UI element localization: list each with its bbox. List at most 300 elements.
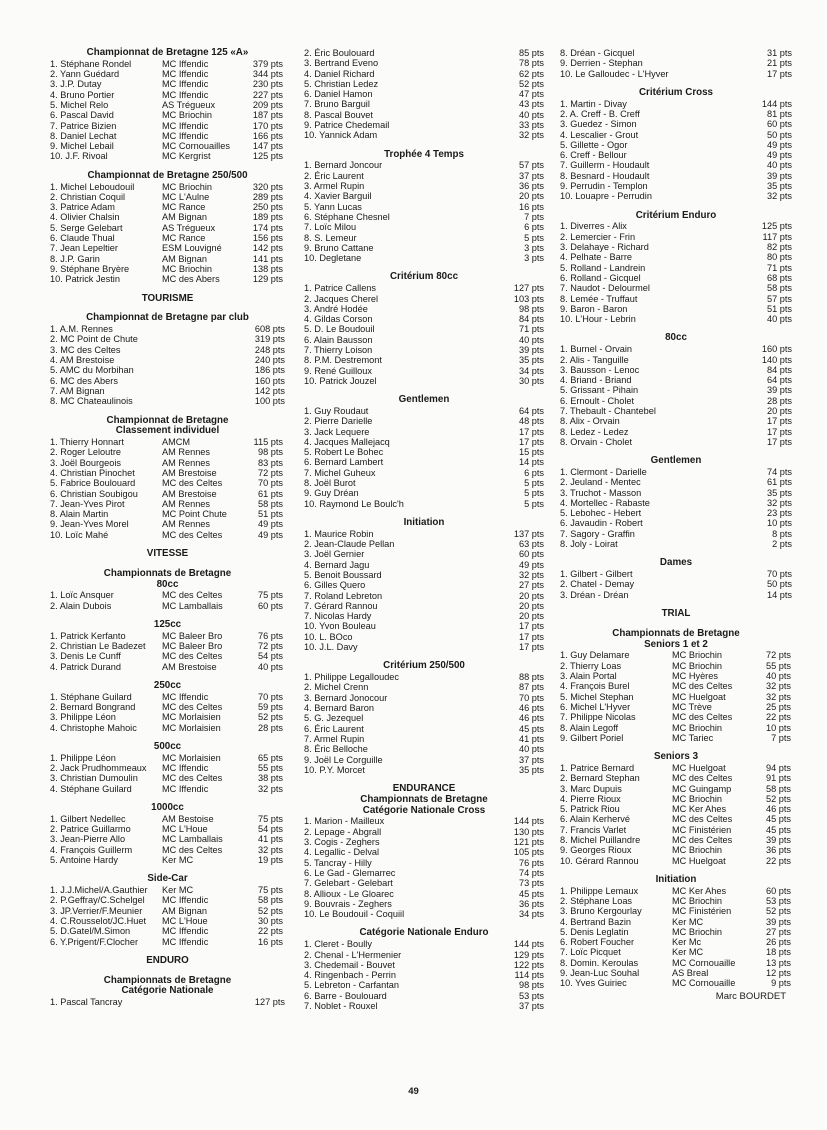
competitor-name: 9. Joël Le Corguille [304, 754, 383, 765]
club-name: AM Bignan [162, 253, 207, 264]
points: 61 pts [766, 477, 792, 488]
competitor-name: 8. P.M. Destremont [304, 355, 382, 366]
result-row [50, 243, 285, 253]
club-name: MC Iffendic [162, 926, 209, 937]
points: 15 pts [518, 447, 544, 458]
result-row [560, 579, 792, 589]
competitor-name: 4. Gildas Corson [304, 314, 373, 325]
result-row [50, 895, 285, 905]
points: 125 pts [252, 151, 283, 162]
competitor-name: 10. Le Boudouil - Coquiil [304, 909, 405, 920]
competitor-name: 2. Stéphane Loas [560, 895, 633, 906]
points: 58 pts [765, 783, 791, 794]
section-heading: Catégorie Nationale Enduro [359, 927, 489, 939]
points: 98 pts [257, 447, 283, 458]
result-row [304, 950, 544, 960]
points: 74 pts [518, 867, 544, 878]
result-row [560, 835, 792, 845]
club-name: Ker MC [162, 885, 194, 896]
competitor-name: 7. Sagory - Graffin [560, 528, 635, 539]
competitor-name: 1. Patrice Callens [304, 283, 377, 294]
result-row [304, 457, 544, 467]
result-row [560, 355, 792, 365]
points: 30 pts [518, 375, 544, 386]
competitor-name: 3. Armel Rupin [304, 181, 365, 192]
result-row [560, 723, 792, 733]
result-row [560, 365, 792, 375]
result-row [50, 69, 285, 79]
points: 7 pts [524, 211, 544, 222]
section-heading: Championnats de Bretagne [360, 793, 488, 805]
competitor-name: 2. MC Point de Chute [50, 334, 138, 345]
points: 60 pts [518, 549, 544, 560]
points: 121 pts [513, 837, 544, 848]
points: 32 pts [766, 191, 792, 202]
result-row [50, 845, 285, 855]
competitor-name: 2. Alis - Tanguille [560, 354, 629, 365]
points: 144 pts [513, 816, 544, 827]
competitor-name: 3. Dréan - Dréan [560, 589, 629, 600]
result-row [50, 151, 285, 161]
competitor-name: 4. Bertrand Bazin [560, 916, 631, 927]
points: 45 pts [765, 814, 791, 825]
result-row [560, 130, 792, 140]
club-name: MC Briochin [672, 793, 723, 804]
competitor-name: 5. Patrick Riou [560, 804, 620, 815]
result-row [304, 243, 544, 253]
result-row [304, 970, 544, 980]
result-row [304, 120, 544, 130]
club-name: AMCM [162, 437, 191, 448]
result-row [304, 744, 544, 754]
competitor-name: 8. Joly - Loirat [560, 539, 618, 550]
club-name: MC Lamballais [162, 834, 223, 845]
points: 50 pts [766, 129, 792, 140]
points: 84 pts [518, 314, 544, 325]
points: 38 pts [257, 773, 283, 784]
points: 94 pts [765, 762, 791, 773]
points: 240 pts [254, 355, 285, 366]
result-row [560, 590, 792, 600]
competitor-name: 4. François Guillerm [50, 844, 133, 855]
club-name: MC Iffendic [162, 58, 209, 69]
result-row [304, 591, 544, 601]
result-row [50, 824, 285, 834]
club-name: MC Ker Ahes [672, 885, 727, 896]
competitor-name: 2. Thierry Loas [560, 660, 622, 671]
points: 20 pts [518, 590, 544, 601]
points: 32 pts [765, 681, 791, 692]
result-row [50, 202, 285, 212]
result-row [560, 886, 792, 896]
points: 49 pts [257, 519, 283, 530]
result-row [304, 703, 544, 713]
competitor-name: 3. Chedemail - Bouvet [304, 959, 395, 970]
competitor-name: 4. Ringenbach - Perrin [304, 970, 396, 981]
competitor-name: 2. A. Creff - B. Creff [560, 108, 640, 119]
result-row [50, 489, 285, 499]
section-heading: Gentlemen [650, 455, 702, 467]
result-row [50, 937, 285, 947]
signature: Marc BOURDET [715, 990, 786, 1002]
points: 49 pts [257, 529, 283, 540]
club-name: AM Brestoise [162, 488, 217, 499]
result-row [560, 396, 792, 406]
points: 75 pts [257, 813, 283, 824]
result-row [560, 385, 792, 395]
competitor-name: 2. Pierre Darielle [304, 416, 373, 427]
club-name: Ker Mc [672, 937, 702, 948]
points: 230 pts [252, 79, 283, 90]
competitor-name: 4. Christian Pinochet [50, 467, 135, 478]
competitor-name: 2. Bernard Stephan [560, 773, 640, 784]
competitor-name: 6. Pascal David [50, 110, 114, 121]
competitor-name: 9. Gilbert Poriel [560, 732, 624, 743]
competitor-name: 5. Gillette - Ogor [560, 139, 628, 150]
section-heading: Classement individuel [115, 425, 220, 437]
result-row [50, 90, 285, 100]
competitor-name: 4. Pierre Rioux [560, 793, 621, 804]
result-row [304, 858, 544, 868]
points: 320 pts [252, 181, 283, 192]
competitor-name: 8. Domin. Keroulas [560, 957, 639, 968]
competitor-name: 7. Nicolas Hardy [304, 611, 372, 622]
points: 40 pts [766, 160, 792, 171]
competitor-name: 8. Alain Martin [50, 509, 109, 520]
result-row [304, 889, 544, 899]
result-row [304, 181, 544, 191]
points: 22 pts [257, 926, 283, 937]
result-row [560, 99, 792, 109]
points: 25 pts [765, 701, 791, 712]
result-row [50, 763, 285, 773]
result-row [50, 468, 285, 478]
result-row [560, 773, 792, 783]
result-row [304, 416, 544, 426]
result-row [304, 621, 544, 631]
result-row [50, 334, 285, 344]
points: 51 pts [257, 509, 283, 520]
club-name: MC Trève [672, 701, 712, 712]
points: 48 pts [518, 416, 544, 427]
club-name: MC Rance [162, 202, 206, 213]
result-row [560, 804, 792, 814]
club-name: MC Cornouailles [162, 141, 230, 152]
club-name: MC des Celtes [672, 712, 733, 723]
result-row [304, 89, 544, 99]
competitor-name: 10. Raymond Le Boulc'h [304, 498, 404, 509]
competitor-name: 6. Alain Kerhervé [560, 814, 630, 825]
competitor-name: 9. Patrice Chedemail [304, 120, 390, 131]
points: 35 pts [518, 764, 544, 775]
points: 144 pts [513, 939, 544, 950]
competitor-name: 4. Mortellec - Rabaste [560, 497, 650, 508]
points: 115 pts [253, 437, 283, 448]
competitor-name: 10. Yvon Bouleau [304, 621, 376, 632]
section-heading: Championnat de Bretagne 125 «A» [86, 47, 249, 58]
column-left [50, 48, 285, 1008]
section-heading: Critérium Cross [638, 86, 714, 98]
competitor-name: 1. J.J.Michel/A.Gauthier [50, 885, 148, 896]
competitor-name: 5. Benoit Boussard [304, 569, 382, 580]
competitor-name: 1. Martin - Divay [560, 98, 627, 109]
competitor-name: 1. Guy Delamare [560, 650, 630, 661]
competitor-name: 10. P.Y. Morcet [304, 764, 365, 775]
points: 5 pts [524, 498, 544, 509]
competitor-name: 5. Serge Gelebart [50, 222, 123, 233]
points: 85 pts [518, 48, 544, 58]
points: 40 pts [518, 744, 544, 755]
section-heading: Championnats de Bretagne [103, 567, 232, 579]
club-name: ESM Louvigné [162, 243, 222, 254]
points: 19 pts [257, 854, 283, 865]
points: 17 pts [518, 631, 544, 642]
competitor-name: 2. Jean-Claude Pellan [304, 539, 395, 550]
points: 58 pts [257, 498, 283, 509]
result-row [304, 191, 544, 201]
result-row [50, 355, 285, 365]
competitor-name: 3. Denis Le Cunff [50, 651, 121, 662]
competitor-name: 2. Chenal - L'Hermenier [304, 949, 402, 960]
club-name: MC Iffendic [162, 79, 209, 90]
points: 16 pts [257, 936, 283, 947]
competitor-name: 1. Burnel - Orvain [560, 344, 632, 355]
competitor-name: 8. Daniel Lechat [50, 130, 117, 141]
points: 46 pts [518, 713, 544, 724]
result-row [560, 488, 792, 498]
result-row [304, 171, 544, 181]
points: 58 pts [257, 895, 283, 906]
club-name: MC des Celtes [672, 681, 733, 692]
points: 37 pts [518, 1001, 544, 1012]
competitor-name: 8. Ledez - Ledez [560, 426, 629, 437]
points: 34 pts [518, 909, 544, 920]
result-row [304, 376, 544, 386]
competitor-name: 4. Olivier Chalsin [50, 212, 120, 223]
result-row [304, 713, 544, 723]
club-name: MC des Celtes [162, 702, 223, 713]
result-row [560, 856, 792, 866]
result-row [560, 273, 792, 283]
points: 13 pts [765, 957, 791, 968]
points: 142 pts [252, 243, 283, 254]
result-row [50, 885, 285, 895]
result-row [50, 590, 285, 600]
club-name: AM Rennes [162, 447, 211, 458]
points: 36 pts [518, 898, 544, 909]
points: 103 pts [513, 293, 544, 304]
competitor-name: 1. Michel Leboudouil [50, 181, 135, 192]
competitor-name: 10. Louapre - Perrudin [560, 191, 652, 202]
club-name: MC Briochin [162, 181, 213, 192]
points: 18 pts [765, 947, 791, 958]
club-name: MC des Celtes [162, 529, 223, 540]
competitor-name: 1. Guy Roudaut [304, 406, 369, 416]
result-row [304, 69, 544, 79]
points: 26 pts [765, 937, 791, 948]
result-row [560, 937, 792, 947]
club-name: Ker MC [162, 854, 194, 865]
competitor-name: 9. Derrien - Stephan [560, 58, 643, 69]
club-name: MC des Celtes [162, 478, 223, 489]
result-row [560, 825, 792, 835]
points: 32 pts [765, 691, 791, 702]
result-row [560, 160, 792, 170]
result-row [304, 878, 544, 888]
competitor-name: 3. Alain Portal [560, 671, 617, 682]
points: 35 pts [518, 355, 544, 366]
points: 9 pts [771, 978, 791, 989]
points: 32 pts [257, 844, 283, 855]
points: 35 pts [766, 487, 792, 498]
result-row [304, 79, 544, 89]
club-name: AM Rennes [162, 457, 211, 468]
result-row [50, 79, 285, 89]
competitor-name: 9. Bruno Cattane [304, 242, 374, 253]
points: 52 pts [765, 906, 791, 917]
result-row [50, 601, 285, 611]
result-row [560, 191, 792, 201]
points: 127 pts [513, 283, 544, 294]
competitor-name: 2. Lepage - Abgrall [304, 826, 382, 837]
points: 33 pts [518, 120, 544, 131]
points: 98 pts [518, 980, 544, 991]
club-name: MC Iffendic [162, 783, 209, 794]
points: 31 pts [766, 48, 792, 58]
points: 17 pts [766, 436, 792, 447]
result-row [560, 763, 792, 773]
competitor-name: 4. Xavier Barguil [304, 191, 372, 202]
competitor-name: 6. Barre - Boulouard [304, 990, 387, 1001]
result-row [304, 899, 544, 909]
club-name: MC Morlaisien [162, 752, 221, 763]
points: 39 pts [766, 170, 792, 181]
points: 20 pts [518, 600, 544, 611]
club-name: MC des Celtes [672, 814, 733, 825]
points: 64 pts [766, 375, 792, 386]
competitor-name: 7. Loïc Milou [304, 222, 357, 233]
competitor-name: 7. Francis Varlet [560, 824, 627, 835]
competitor-name: 6. Claude Thual [50, 233, 115, 244]
points: 49 pts [766, 139, 792, 150]
points: 84 pts [766, 364, 792, 375]
competitor-name: 9. René Guilloux [304, 365, 372, 376]
club-name: MC des Abers [162, 274, 220, 285]
points: 130 pts [513, 826, 544, 837]
competitor-name: 6. Creff - Bellour [560, 150, 627, 161]
result-row [304, 580, 544, 590]
points: 60 pts [257, 600, 283, 611]
points: 105 pts [513, 847, 544, 858]
competitor-name: 3. Patrice Adam [50, 202, 115, 213]
competitor-name: 1. Diverres - Alix [560, 221, 627, 232]
competitor-name: 4. C.Rousselot/JC.Huet [50, 915, 146, 926]
points: 5 pts [524, 478, 544, 489]
club-name: MC Briochin [672, 650, 723, 661]
points: 117 pts [762, 231, 792, 242]
club-name: MC Iffendic [162, 69, 209, 80]
points: 73 pts [518, 878, 544, 889]
result-row [560, 437, 792, 447]
club-name: MC Morlaisien [162, 722, 221, 733]
result-row [50, 264, 285, 274]
club-name: MC Huelgoat [672, 691, 726, 702]
points: 129 pts [252, 274, 283, 285]
points: 45 pts [518, 888, 544, 899]
competitor-name: 7. Guillerm - Houdault [560, 160, 650, 171]
result-row [560, 477, 792, 487]
competitor-name: 3. Guedez - Simon [560, 119, 637, 130]
competitor-name: 5. Lebohec - Hebert [560, 508, 642, 519]
club-name: MC Baleer Bro [162, 641, 223, 652]
competitor-name: 4. Daniel Richard [304, 68, 375, 79]
competitor-name: 4. AM Brestoise [50, 355, 115, 366]
result-row [304, 294, 544, 304]
competitor-name: 2. Christian Le Badezet [50, 641, 146, 652]
points: 72 pts [257, 467, 283, 478]
points: 20 pts [766, 406, 792, 416]
points: 17 pts [766, 426, 792, 437]
result-row [560, 406, 792, 416]
competitor-name: 10. Gérard Rannou [560, 855, 639, 866]
club-name: AM Brestoise [162, 661, 217, 672]
result-row [304, 980, 544, 990]
points: 174 pts [252, 222, 283, 233]
club-name: MC des Celtes [672, 834, 733, 845]
competitor-name: 6. Alain Bausson [304, 334, 373, 345]
points: 76 pts [518, 857, 544, 868]
result-row [50, 712, 285, 722]
club-name: AM Brestoise [162, 467, 217, 478]
points: 50 pts [766, 579, 792, 590]
competitor-name: 2. Lemercier - Frin [560, 231, 636, 242]
points: 37 pts [518, 754, 544, 765]
result-row [50, 141, 285, 151]
points: 68 pts [766, 272, 792, 283]
result-row [304, 847, 544, 857]
result-row [50, 324, 285, 334]
competitor-name: 3. Delahaye - Richard [560, 242, 649, 253]
club-name: AS Breal [672, 968, 709, 979]
result-row [50, 100, 285, 110]
competitor-name: 2. P.Geffray/C.Schelgel [50, 895, 145, 906]
result-row [50, 662, 285, 672]
section-heading: Championnats de Bretagne [103, 974, 232, 986]
result-row [50, 702, 285, 712]
result-row [304, 724, 544, 734]
result-row [304, 99, 544, 109]
points: 60 pts [766, 119, 792, 130]
section-heading: 125cc [153, 619, 182, 631]
result-row [560, 794, 792, 804]
points: 64 pts [518, 406, 544, 416]
section-heading: Seniors 1 et 2 [644, 638, 708, 650]
competitor-name: 7. Gelebart - Gelebart [304, 878, 393, 889]
competitor-name: 7. Thebault - Chantebel [560, 406, 656, 416]
club-name: MC Iffendic [162, 130, 209, 141]
club-name: AM Rennes [162, 498, 211, 509]
result-row [560, 150, 792, 160]
competitor-name: 2. Alain Dubois [50, 600, 112, 611]
section-heading: 1000cc [151, 802, 184, 813]
points: 70 pts [766, 569, 792, 580]
result-row [50, 773, 285, 783]
points: 37 pts [518, 170, 544, 181]
club-name: MC des Celtes [162, 651, 223, 662]
competitor-name: 1. Gilbert Nedellec [50, 813, 126, 824]
result-row [50, 916, 285, 926]
points: 140 pts [761, 354, 792, 365]
